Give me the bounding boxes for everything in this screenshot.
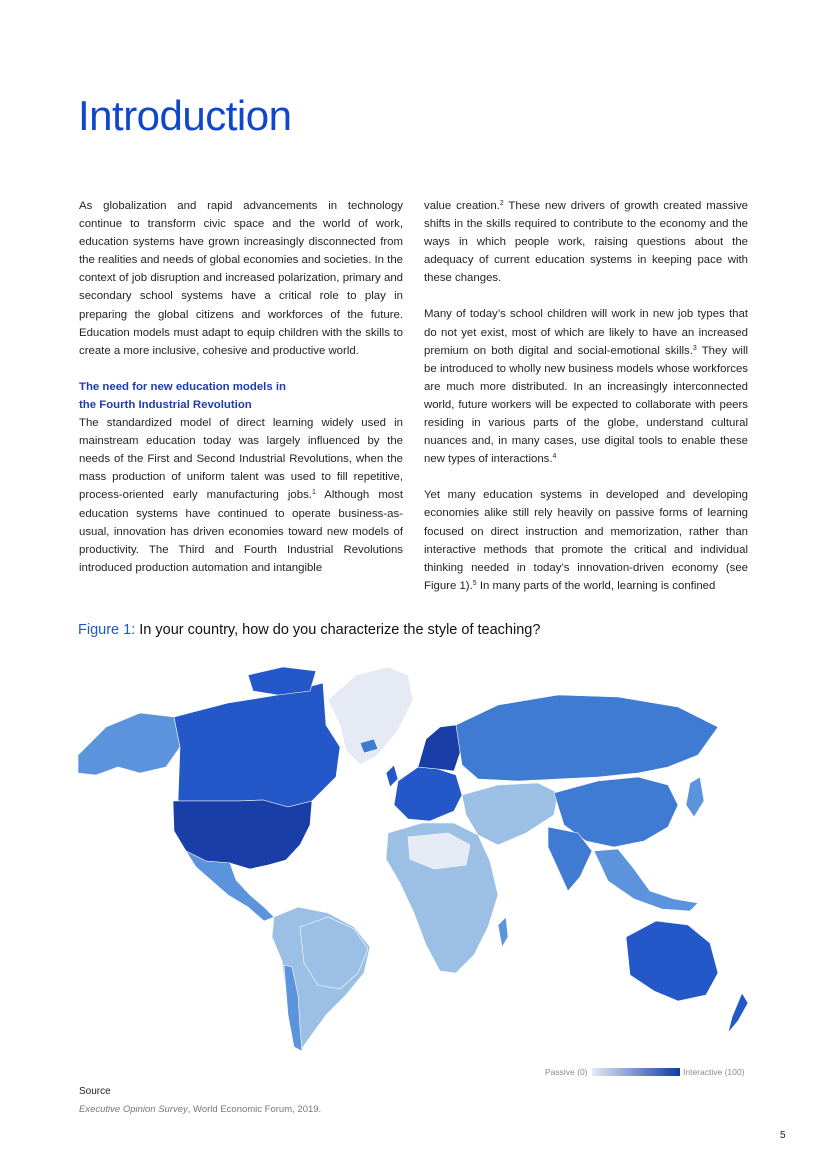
source-label: Source bbox=[79, 1086, 111, 1097]
paragraph-2-text-a: The standardized model of direct learning widely used in mainstream education today was largely influenced by the needs of the First and Second Industrial Revolutions, when the mass production of uniform talent was used to fill repetitive, process-oriented early manufacturing jobs. bbox=[79, 417, 403, 502]
map-uk bbox=[386, 765, 398, 787]
paragraph-3-text-b: These new drivers of growth created massive shifts in the skills required to contribute to the economy and the ways in which people work, raising questions about the adequacy of current education systems in keeping pace with these changes. bbox=[424, 200, 748, 285]
map-alaska bbox=[78, 713, 180, 775]
map-legend bbox=[540, 1067, 750, 1079]
paragraph-5-text-b: In many parts of the world, learning is confined bbox=[476, 579, 716, 592]
figure-caption bbox=[78, 622, 540, 638]
legend-max-label: Interactive (100) bbox=[683, 1067, 745, 1077]
map-new-zealand bbox=[728, 993, 748, 1033]
map-madagascar bbox=[498, 917, 508, 947]
page-title: Introduction bbox=[78, 92, 292, 139]
figure-label: Figure 1: bbox=[78, 622, 136, 638]
source-publication: Executive Opinion Survey bbox=[79, 1104, 188, 1115]
map-australia bbox=[626, 921, 718, 1001]
section-subheading bbox=[79, 378, 403, 414]
map-canada bbox=[174, 683, 340, 807]
legend-min-label: Passive (0) bbox=[545, 1067, 588, 1077]
paragraph-2-text-b: Although most education systems have continued to operate business-as-usual, innovation has driven economies toward new models of productivity. The Third and Fourth Industrial Revolutions introduced production automation and intangible bbox=[79, 489, 403, 574]
paragraph-4-text-b: They will be introduced to wholly new business models whose workforces are much more distributed. In an increasingly interconnected world, future workers will be expected to collaborate with peers residing in various parts of the globe, understand cultural nuances and, in many cases, use digital tools to enable these new types of interactions. bbox=[424, 344, 749, 466]
subheading-line-2: the Fourth Industrial Revolution bbox=[79, 398, 252, 411]
source-rest: , World Economic Forum, 2019. bbox=[187, 1104, 322, 1115]
footnote-ref-1[interactable]: 1 bbox=[311, 489, 316, 497]
text-column-left bbox=[79, 197, 403, 595]
map-japan bbox=[686, 777, 704, 817]
footnote-ref-2[interactable]: 2 bbox=[499, 200, 504, 207]
paragraph-5 bbox=[424, 486, 748, 595]
subheading-line-1: The need for new education models in bbox=[79, 380, 286, 393]
map-russia bbox=[456, 695, 718, 781]
paragraph-5-text-a: Yet many education systems in developed and developing economies alike still rely heavily on passive forms of learning focused on direct instruction and memorization, rather than interactive methods that promote the critical and individual thinking needed in today’s innovation-driven economy (see Figure 1). bbox=[424, 489, 748, 592]
paragraph-4-text-a: Many of today’s school children will work in new job types that do not yet exist, most of which are likely to have an increased premium on both digital and social-emotional skills. bbox=[424, 308, 748, 357]
paragraph-1: As globalization and rapid advancements in technology continue to transform civic space and the world of work, education systems have grown increasingly disconnected from the realities and needs of global economies and societies. In the context of job disruption and increased polarization, primary and secondary school systems have a critical role to play in preparing the global citizens and workforces of the future. Education models must adapt to equip children with the skills to create a more inclusive, cohesive and productive world. bbox=[79, 200, 403, 357]
paragraph-2 bbox=[79, 414, 403, 577]
paragraph-3 bbox=[424, 197, 748, 287]
text-column-right bbox=[424, 197, 748, 613]
world-map bbox=[78, 655, 750, 1055]
map-europe bbox=[394, 767, 462, 821]
page-number: 5 bbox=[780, 1130, 786, 1141]
paragraph-4 bbox=[424, 305, 748, 468]
map-southeast-asia bbox=[594, 849, 698, 911]
map-arctic-islands bbox=[248, 667, 316, 695]
source-citation bbox=[79, 1104, 321, 1115]
legend-gradient-bar bbox=[592, 1068, 680, 1076]
map-scandinavia bbox=[418, 725, 462, 771]
footnote-ref-5[interactable]: 5 bbox=[472, 579, 477, 587]
paragraph-3-text-a: value creation. bbox=[424, 200, 500, 212]
footnote-ref-3[interactable]: 3 bbox=[692, 344, 697, 352]
figure-caption-text: In your country, how do you characterize the style of teaching? bbox=[135, 622, 541, 638]
footnote-ref-4[interactable]: 4 bbox=[552, 453, 557, 461]
